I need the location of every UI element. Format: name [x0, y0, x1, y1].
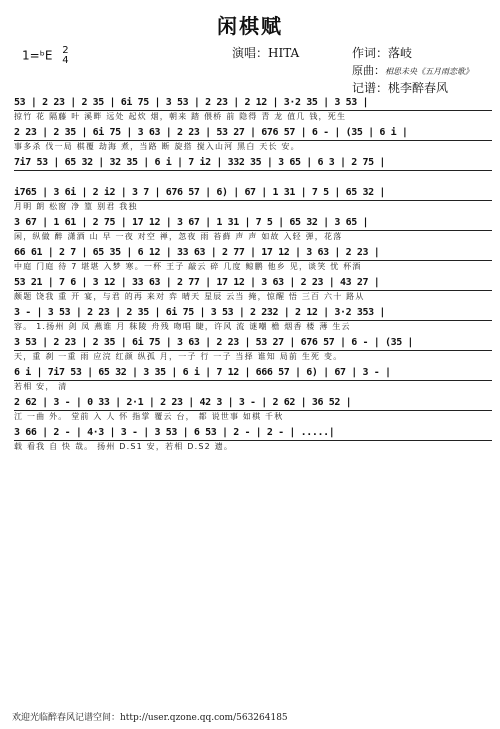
footer-link[interactable]: 欢迎光临醉春风记谱空间：http://user.qzone.qq.com/563264185: [12, 713, 288, 723]
notes-line: 66 61 | 2 7 | 65 35 | 6 12 | 33 63 | 2 77 | 17 12 | 3 63 | 2 23 |: [14, 246, 492, 261]
notes-line: 7i7 53 | 65 32 | 32 35 | 6 i | 7 i2 | 332 35 | 3 65 | 6 3 | 2 75 |: [14, 156, 492, 171]
notation-credit: 记谱：桃李醉春风: [352, 81, 449, 95]
notes-line: 53 | 2 23 | 2 35 | 6i 75 | 3 53 | 2 23 | 2 12 | 3·2 35 | 3 53 |: [14, 96, 492, 111]
original-label: 原曲：: [352, 64, 385, 77]
lyric-line: 天，重 刹 一重 雨 应浣 红颜 纵孤 月，一子 行 一子 当择 谁知 局前 生死 变。: [14, 352, 343, 361]
time-signature-bottom: 4: [62, 55, 69, 66]
lyric-line: 掠竹 花 隔藤 叶 溪畔 远处 起炊 烟，朝来 踏 偎桥 前 隐得 青 龙 值几 钱，死生: [14, 112, 347, 121]
lyric-line: 江 一曲 外。 堂前 入 人 怀 指掌 覆云 台， 都 说世事 如棋 千秋: [14, 412, 284, 421]
time-signature: [62, 46, 68, 66]
notes-line: 6 i | 7i7 53 | 65 32 | 3 35 | 6 i | 7 12 | 666 57 | 6) | 67 | 3 - |: [14, 366, 492, 381]
score-row: [14, 276, 492, 304]
notes-line: 2 62 | 3 - | 0 33 | 2·1 | 2 23 | 42 3 | 3 - | 2 62 | 36 52 |: [14, 396, 492, 411]
score-row: [14, 366, 492, 394]
lyric-line: 闲，纵做 醉 潇酒 山 早 一夜 对空 禅，忽夜 雨 苔藓 声 声 如故 入轻 弹，花落: [14, 232, 343, 241]
notes-line: 53 21 | 7 6 | 3 12 | 33 63 | 2 77 | 17 12 | 3 63 | 2 23 | 43 27 |: [14, 276, 492, 291]
score-row: [14, 246, 492, 274]
lyric-line: 中庭 门庭 待 7 堪堪 入梦 寒。一杯 王子 敲云 碎 几度 鲸鹏 他乡 见，谈笑 忧 杯酒: [14, 262, 362, 271]
notes-line: i765 | 3 6i | 2 i2 | 3 7 | 676 57 | 6) | 67 | 1 31 | 7 5 | 65 32 |: [14, 186, 492, 201]
key-label: 1=ᵇE: [22, 48, 53, 63]
lyric-line: 颇题 饶我 重 开 宴，与君 的再 来对 弈 晴天 星辰 云当 掩，惊醒 悟 三百 六十 路从: [14, 292, 365, 301]
lyric-line: 若相 安， 清: [14, 382, 68, 391]
original-value: 相思未央《五月雨恋歌》: [385, 67, 473, 76]
notes-line: 3 66 | 2 - | 4·3 | 3 - | 3 53 | 6 53 | 2 - | 2 - | .....|: [14, 426, 492, 441]
score-row: [14, 396, 492, 424]
notes-line: 2 23 | 2 35 | 6i 75 | 3 63 | 2 23 | 53 27 | 676 57 | 6 - | (35 | 6 i |: [14, 126, 492, 141]
score-row: [14, 426, 492, 454]
song-title: 闲棋赋: [217, 14, 283, 38]
score-row: [14, 96, 492, 124]
key-signature: [22, 46, 69, 66]
score-row: [14, 156, 492, 184]
score-row: [14, 186, 492, 214]
score-row: [14, 126, 492, 154]
lyric-line: 事多杀 伐一局 棋覆 劫海 煮，当路 断 旋搭 搅入山河 黑白 天长 安。: [14, 142, 300, 151]
score-rows: [14, 96, 492, 456]
score-row: [14, 336, 492, 364]
original-song: [352, 62, 473, 78]
lyricist: 作词：落岐: [352, 46, 413, 60]
notes-line: 3 - | 3 53 | 2 23 | 2 35 | 6i 75 | 3 53 | 2 232 | 2 12 | 3·2 353 |: [14, 306, 492, 321]
score-row: [14, 216, 492, 244]
lyric-line: 月明 朗 松窗 净 篁 别君 我独: [14, 202, 138, 211]
lyric-line: 载 看我 自 快 哉。 扬州 D.S1 安，若相 D.S2 遗。: [14, 442, 234, 451]
singer: 演唱：HITA: [232, 46, 300, 60]
notes-line: 3 67 | 1 61 | 2 75 | 17 12 | 3 67 | 1 31 | 7 5 | 65 32 | 3 65 |: [14, 216, 492, 231]
lyric-line: 容。 1.扬州 剑 凤 燕谁 月 秣陵 舟残 吻唱 睫，许风 流 谜嘲 檐 烟香 楼 薄 生云: [14, 322, 351, 331]
time-signature-top: 2: [62, 45, 69, 56]
score-row: [14, 306, 492, 334]
notes-line: 3 53 | 2 23 | 2 35 | 6i 75 | 3 63 | 2 23 | 53 27 | 676 57 | 6 - | (35 |: [14, 336, 492, 351]
